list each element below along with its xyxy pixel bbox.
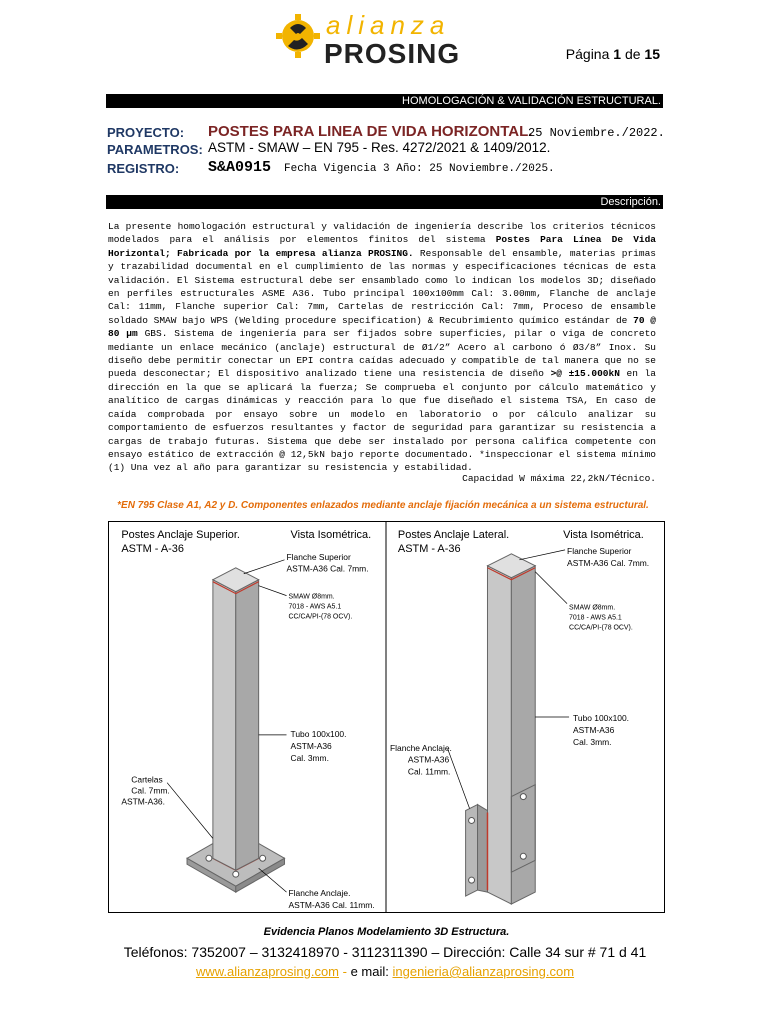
register-code: S&A0915 — [208, 159, 272, 176]
svg-text:ASTM - A-36: ASTM - A-36 — [397, 542, 461, 555]
svg-text:Cal. 11mm.: Cal. 11mm. — [407, 766, 451, 777]
svg-text:CC/CA/PI-(78 OCV).: CC/CA/PI-(78 OCV). — [288, 613, 353, 621]
svg-text:SMAW Ø8mm.: SMAW Ø8mm. — [569, 604, 616, 612]
footer-contact: Teléfonos: 7352007 – 3132418970 - 3112311390 – Dirección: Calle 34 sur # 71 d 41 — [123, 944, 647, 960]
svg-text:Vista Isométrica.: Vista Isométrica. — [563, 528, 644, 541]
email-link[interactable]: ingenieria@alianzaprosing.com — [392, 964, 575, 979]
svg-text:Flanche Superior: Flanche Superior — [567, 545, 632, 556]
svg-text:Cal. 7mm.: Cal. 7mm. — [131, 785, 170, 796]
svg-text:Tubo 100x100.: Tubo 100x100. — [290, 728, 347, 739]
main-tube-lateral — [487, 566, 511, 904]
svg-text:ASTM-A36: ASTM-A36 — [573, 724, 615, 735]
register-validity: Fecha Vigencia 3 Año: 25 Noviembre./2025. — [284, 163, 555, 175]
footer-separator: - — [339, 964, 351, 979]
svg-text:alianza: alianza — [326, 10, 451, 40]
svg-text:Flanche Anclaje.: Flanche Anclaje. — [389, 742, 452, 753]
main-tube — [213, 580, 236, 871]
label-parametros: PARAMETROS: — [107, 142, 203, 157]
figure-caption: Evidencia Planos Modelamiento 3D Estructura. — [263, 926, 510, 938]
svg-text:PROSING: PROSING — [324, 38, 461, 68]
right-panel — [390, 529, 649, 904]
svg-text:Tubo 100x100.: Tubo 100x100. — [573, 712, 630, 723]
svg-text:ASTM-A36 Cal. 7mm.: ASTM-A36 Cal. 7mm. — [286, 563, 369, 574]
project-parameters: ASTM - SMAW – EN 795 - Res. 4272/2021 & 1409/2012. — [208, 140, 551, 155]
isometric-figure — [108, 521, 665, 913]
label-proyecto: PROYECTO: — [107, 125, 185, 140]
svg-text:ASTM-A36: ASTM-A36 — [407, 754, 450, 765]
label-registro: REGISTRO: — [107, 161, 180, 176]
svg-text:CC/CA/PI-(78 OCV).: CC/CA/PI-(78 OCV). — [569, 624, 633, 632]
svg-text:Postes Anclaje Lateral.: Postes Anclaje Lateral. — [397, 528, 510, 541]
svg-text:7018 - AWS A5.1: 7018 - AWS A5.1 — [569, 614, 622, 622]
svg-text:SMAW Ø8mm.: SMAW Ø8mm. — [288, 593, 335, 601]
svg-text:Flanche Superior: Flanche Superior — [286, 551, 351, 562]
project-date: 25 Noviembre./2022. — [528, 126, 665, 140]
email-label: e mail: — [350, 964, 393, 979]
alianza-prosing-logo — [276, 8, 496, 68]
svg-text:ASTM-A36: ASTM-A36 — [290, 740, 332, 751]
description-text: La presente homologación estructural y validación de ingeniería describe los criterios técnicos modelados para el análisis por elementos finitos del sistema Postes Para Línea De Vida Horizontal; Fabricada por la empresa alianza PROSING. Responsable del ensamble, materias primas y trazabilidad documental en el cumplimiento de las normas y especificaciones técnicas de esta validación. El Sistema estructural debe ser ensamblado como lo indican los modelos 3D; diseñado en perfiles estructurales ASME A36. Tubo principal 100x100mm Cal: 3.00mm, Flanche de anclaje Cal: 11mm, Flanche superior Cal: 7mm, Cartelas de restricción Cal: 7mm, Proceso de ensamble soldado SMAW bajo WPS (Welding procedure specification) & Recubrimiento químico estándar de 70 @ 80 µm GBS. Sistema de ingeniería para ser fijados sobre superficies, pilar o viga de concreto mediante un enlace mecánico (anclaje) estructural de Ø1/2” Acero al carbono ó Ø3/8” Inox. Su diseño debe permitir conectar un EPI contra caídas adecuado y compatible de tal manera que no se pueda desconectar; El dispositivo analizado tiene una resistencia de diseño >@ ±15.000kN en la dirección en la que se aplicará la fuerza; Se comprueba el conjunto por cálculo matemático y analítico de cargas dinámicas y reacción para lo que fue diseñado el sistema TSA, En caso de caída comprobada por ensayo sobre un modelo en laboratorio o por cálculo analizar su comportamiento de esfuerzos resultantes y factor de seguridad para garantizar su resistencia a cargas de trabajo futuras. Sistema que debe ser instalado por persona califica competente con ensayo estático de extracción @ 12,5kN bajo reporte documentado. *inspeccionar el sistema mínimo (1) Una vez al año para garantizar su resistencia y estabilidad. — [108, 221, 656, 474]
svg-text:Cartelas: Cartelas — [131, 774, 163, 785]
svg-text:Cal. 3mm.: Cal. 3mm. — [290, 752, 329, 763]
svg-text:ASTM-A36 Cal. 11mm.: ASTM-A36 Cal. 11mm. — [288, 900, 375, 911]
svg-text:ASTM-A36 Cal. 7mm.: ASTM-A36 Cal. 7mm. — [567, 557, 650, 568]
section-bar-descripcion: Descripción. — [106, 195, 663, 209]
svg-text:Vista Isométrica.: Vista Isométrica. — [290, 528, 372, 541]
project-title: POSTES PARA LINEA DE VIDA HORIZONTAL. — [208, 123, 533, 140]
footer-links — [60, 964, 710, 979]
left-panel — [121, 529, 374, 910]
svg-text:Cal. 3mm.: Cal. 3mm. — [573, 736, 612, 747]
en795-note: *EN 795 Clase A1, A2 y D. Componentes enlazados mediante anclaje fijación mecánica a un sistema estructural. — [117, 500, 649, 511]
svg-text:ASTM-A36.: ASTM-A36. — [121, 796, 165, 807]
page-number: Página 1 de 15 — [565, 46, 660, 62]
svg-text:7018 - AWS A5.1: 7018 - AWS A5.1 — [288, 603, 342, 611]
gear-icon — [276, 14, 320, 58]
svg-text:ASTM - A-36: ASTM - A-36 — [121, 542, 184, 555]
svg-text:Postes Anclaje Superior.: Postes Anclaje Superior. — [121, 528, 240, 541]
section-bar-homologacion: HOMOLOGACIÓN & VALIDACIÓN ESTRUCTURAL. — [106, 94, 663, 108]
capacity-note: Capacidad W máxima 22,2kN/Técnico. — [462, 473, 656, 484]
svg-text:Flanche Anclaje.: Flanche Anclaje. — [288, 888, 351, 899]
website-link[interactable]: www.alianzaprosing.com — [195, 964, 340, 979]
